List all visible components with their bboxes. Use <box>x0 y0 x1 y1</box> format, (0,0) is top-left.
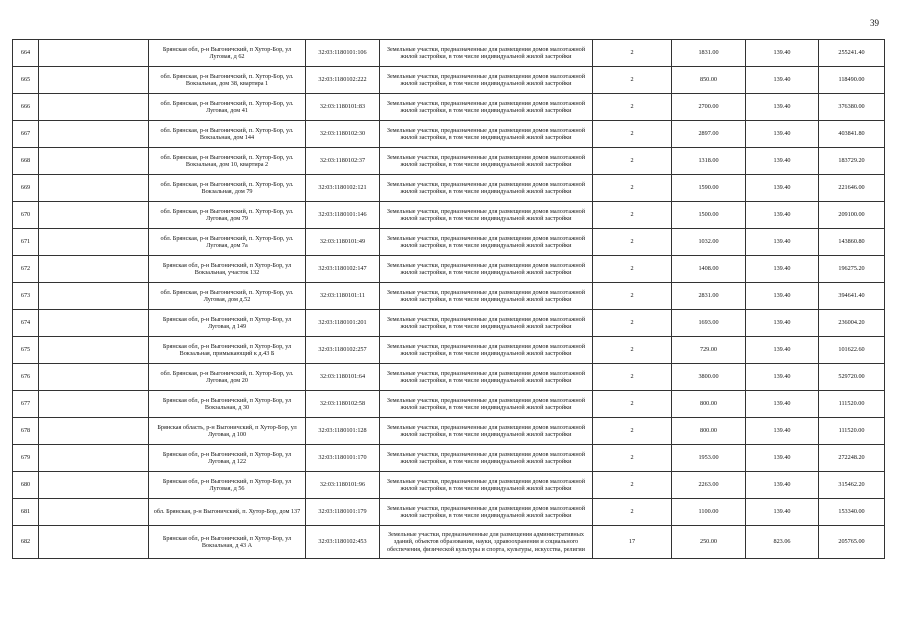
specific-value-cell: 139.40 <box>746 148 819 175</box>
group-cell: 2 <box>593 472 672 499</box>
area-cell: 1953.00 <box>672 445 746 472</box>
specific-value-cell: 139.40 <box>746 202 819 229</box>
group-cell: 2 <box>593 391 672 418</box>
table-row <box>13 67 885 94</box>
cadastral-value-cell: 236004.20 <box>819 310 885 337</box>
table-row <box>13 445 885 472</box>
specific-value-cell: 139.40 <box>746 499 819 526</box>
specific-value-cell: 139.40 <box>746 445 819 472</box>
cadastral-value-cell: 183729.20 <box>819 148 885 175</box>
group-cell: 2 <box>593 94 672 121</box>
area-cell: 2831.00 <box>672 283 746 310</box>
table-row <box>13 364 885 391</box>
cadastral-value-cell: 376380.00 <box>819 94 885 121</box>
group-cell: 2 <box>593 175 672 202</box>
cadastral-number-cell: 32:03:1180101:179 <box>306 499 380 526</box>
blank-cell <box>39 337 149 364</box>
row-number: 676 <box>13 364 39 391</box>
specific-value-cell: 139.40 <box>746 283 819 310</box>
address-cell: обл. Брянская, р-н Выгоничский, п. Хутор-Бор, ул. Вокзальная, дом 38, квартира 1 <box>149 67 306 94</box>
blank-cell <box>39 418 149 445</box>
cadastral-value-table <box>12 39 885 559</box>
specific-value-cell: 139.40 <box>746 256 819 283</box>
row-number: 682 <box>13 526 39 559</box>
table-row <box>13 40 885 67</box>
table-row <box>13 526 885 559</box>
address-cell: обл. Брянская, р-н Выгоничский, п. Хутор-Бор, дом 137 <box>149 499 306 526</box>
address-cell: обл. Брянская, р-н Выгоничский, п. Хутор-Бор, ул. Вокзальная, дом 79 <box>149 175 306 202</box>
address-cell: Брянская обл, р-н Выгоничский, п Хутор-Бор, ул Вокзальная, д 43 А <box>149 526 306 559</box>
group-cell: 17 <box>593 526 672 559</box>
land-use-cell: Земельные участки, предназначенные для размещения домов малоэтажной жилой застройки, в том числе индивидуальной жилой застройки <box>380 418 593 445</box>
land-use-cell: Земельные участки, предназначенные для размещения домов малоэтажной жилой застройки, в том числе индивидуальной жилой застройки <box>380 67 593 94</box>
address-cell: Брянская обл, р-н Выгоничский, п Хутор-Бор, ул Вокзальная, примыкающий к д.43 Б <box>149 337 306 364</box>
row-number: 674 <box>13 310 39 337</box>
cadastral-number-cell: 32:03:1180101:83 <box>306 94 380 121</box>
cadastral-number-cell: 32:03:1180102:453 <box>306 526 380 559</box>
area-cell: 2897.00 <box>672 121 746 148</box>
land-use-cell: Земельные участки, предназначенные для размещения домов малоэтажной жилой застройки, в том числе индивидуальной жилой застройки <box>380 40 593 67</box>
table-row <box>13 94 885 121</box>
table-row <box>13 499 885 526</box>
land-use-cell: Земельные участки, предназначенные для размещения домов малоэтажной жилой застройки, в том числе индивидуальной жилой застройки <box>380 337 593 364</box>
land-use-cell: Земельные участки, предназначенные для размещения домов малоэтажной жилой застройки, в том числе индивидуальной жилой застройки <box>380 472 593 499</box>
cadastral-value-cell: 111520.00 <box>819 418 885 445</box>
row-number: 667 <box>13 121 39 148</box>
specific-value-cell: 139.40 <box>746 418 819 445</box>
blank-cell <box>39 229 149 256</box>
cadastral-number-cell: 32:03:1180101:128 <box>306 418 380 445</box>
row-number: 669 <box>13 175 39 202</box>
area-cell: 1100.00 <box>672 499 746 526</box>
table-row <box>13 175 885 202</box>
area-cell: 800.00 <box>672 391 746 418</box>
cadastral-value-cell: 118490.00 <box>819 67 885 94</box>
group-cell: 2 <box>593 337 672 364</box>
area-cell: 2263.00 <box>672 472 746 499</box>
address-cell: Брянская обл, р-н Выгоничский, п Хутор-Бор, ул Вокзальная, участок 132 <box>149 256 306 283</box>
address-cell: Брянская обл, р-н Выгоничский, п Хутор-Бор, ул Луговая, д 122 <box>149 445 306 472</box>
row-number: 677 <box>13 391 39 418</box>
row-number: 681 <box>13 499 39 526</box>
blank-cell <box>39 148 149 175</box>
land-use-cell: Земельные участки, предназначенные для размещения домов малоэтажной жилой застройки, в том числе индивидуальной жилой застройки <box>380 310 593 337</box>
blank-cell <box>39 175 149 202</box>
row-number: 668 <box>13 148 39 175</box>
cadastral-value-cell: 221646.00 <box>819 175 885 202</box>
table-row <box>13 310 885 337</box>
page-number: 39 <box>870 18 879 28</box>
land-use-cell: Земельные участки, предназначенные для размещения административных зданий, объектов образования, науки, здравоохранения и социального обеспечения, физической культуры и спорта, культуры, искусства, религии <box>380 526 593 559</box>
land-use-cell: Земельные участки, предназначенные для размещения домов малоэтажной жилой застройки, в том числе индивидуальной жилой застройки <box>380 445 593 472</box>
land-use-cell: Земельные участки, предназначенные для размещения домов малоэтажной жилой застройки, в том числе индивидуальной жилой застройки <box>380 94 593 121</box>
row-number: 664 <box>13 40 39 67</box>
land-use-cell: Земельные участки, предназначенные для размещения домов малоэтажной жилой застройки, в том числе индивидуальной жилой застройки <box>380 202 593 229</box>
specific-value-cell: 139.40 <box>746 337 819 364</box>
land-use-cell: Земельные участки, предназначенные для размещения домов малоэтажной жилой застройки, в том числе индивидуальной жилой застройки <box>380 283 593 310</box>
cadastral-number-cell: 32:03:1180102:58 <box>306 391 380 418</box>
cadastral-value-cell: 196275.20 <box>819 256 885 283</box>
land-use-cell: Земельные участки, предназначенные для размещения домов малоэтажной жилой застройки, в том числе индивидуальной жилой застройки <box>380 175 593 202</box>
area-cell: 1318.00 <box>672 148 746 175</box>
cadastral-value-cell: 205765.00 <box>819 526 885 559</box>
group-cell: 2 <box>593 67 672 94</box>
address-cell: обл. Брянская, р-н Выгоничский, п. Хутор-Бор, ул. Луговая, дом 79 <box>149 202 306 229</box>
blank-cell <box>39 472 149 499</box>
specific-value-cell: 139.40 <box>746 94 819 121</box>
table-row <box>13 391 885 418</box>
specific-value-cell: 139.40 <box>746 364 819 391</box>
area-cell: 1693.00 <box>672 310 746 337</box>
row-number: 673 <box>13 283 39 310</box>
land-use-cell: Земельные участки, предназначенные для размещения домов малоэтажной жилой застройки, в том числе индивидуальной жилой застройки <box>380 364 593 391</box>
group-cell: 2 <box>593 283 672 310</box>
cadastral-number-cell: 32:03:1180102:222 <box>306 67 380 94</box>
group-cell: 2 <box>593 121 672 148</box>
table-row <box>13 418 885 445</box>
specific-value-cell: 139.40 <box>746 67 819 94</box>
area-cell: 850.00 <box>672 67 746 94</box>
cadastral-number-cell: 32:03:1180102:147 <box>306 256 380 283</box>
area-cell: 2700.00 <box>672 94 746 121</box>
area-cell: 3800.00 <box>672 364 746 391</box>
row-number: 666 <box>13 94 39 121</box>
area-cell: 1590.00 <box>672 175 746 202</box>
group-cell: 2 <box>593 256 672 283</box>
specific-value-cell: 823.06 <box>746 526 819 559</box>
address-cell: Брянская область, р-н Выгоничский, п Хутор-Бор, ул Луговая, д 100 <box>149 418 306 445</box>
table-row <box>13 256 885 283</box>
land-use-cell: Земельные участки, предназначенные для размещения домов малоэтажной жилой застройки, в том числе индивидуальной жилой застройки <box>380 121 593 148</box>
area-cell: 1408.00 <box>672 256 746 283</box>
cadastral-number-cell: 32:03:1180101:146 <box>306 202 380 229</box>
cadastral-value-cell: 209100.00 <box>819 202 885 229</box>
area-cell: 1500.00 <box>672 202 746 229</box>
blank-cell <box>39 445 149 472</box>
land-use-cell: Земельные участки, предназначенные для размещения домов малоэтажной жилой застройки, в том числе индивидуальной жилой застройки <box>380 148 593 175</box>
group-cell: 2 <box>593 445 672 472</box>
row-number: 665 <box>13 67 39 94</box>
area-cell: 729.00 <box>672 337 746 364</box>
row-number: 670 <box>13 202 39 229</box>
blank-cell <box>39 391 149 418</box>
cadastral-number-cell: 32:03:1180102:30 <box>306 121 380 148</box>
address-cell: обл. Брянская, р-н Выгоничский, п. Хутор-Бор, ул. Луговая, дом д.52 <box>149 283 306 310</box>
table-row <box>13 202 885 229</box>
blank-cell <box>39 202 149 229</box>
row-number: 672 <box>13 256 39 283</box>
row-number: 679 <box>13 445 39 472</box>
blank-cell <box>39 94 149 121</box>
specific-value-cell: 139.40 <box>746 391 819 418</box>
cadastral-value-cell: 529720.00 <box>819 364 885 391</box>
cadastral-value-cell: 111520.00 <box>819 391 885 418</box>
cadastral-value-cell: 153340.00 <box>819 499 885 526</box>
cadastral-value-cell: 394641.40 <box>819 283 885 310</box>
cadastral-number-cell: 32:03:1180101:96 <box>306 472 380 499</box>
cadastral-number-cell: 32:03:1180102:37 <box>306 148 380 175</box>
cadastral-number-cell: 32:03:1180102:257 <box>306 337 380 364</box>
table-row <box>13 229 885 256</box>
address-cell: обл. Брянская, р-н Выгоничский, п. Хутор-Бор, ул. Вокзальная, дом 144 <box>149 121 306 148</box>
row-number: 680 <box>13 472 39 499</box>
blank-cell <box>39 40 149 67</box>
area-cell: 250.00 <box>672 526 746 559</box>
cadastral-number-cell: 32:03:1180101:201 <box>306 310 380 337</box>
address-cell: Брянская обл, р-н Выгоничский, п Хутор-Бор, ул Луговая, д 149 <box>149 310 306 337</box>
table-row <box>13 121 885 148</box>
cadastral-number-cell: 32:03:1180101:170 <box>306 445 380 472</box>
cadastral-number-cell: 32:03:1180101:11 <box>306 283 380 310</box>
row-number: 675 <box>13 337 39 364</box>
group-cell: 2 <box>593 310 672 337</box>
table-row <box>13 148 885 175</box>
cadastral-value-cell: 255241.40 <box>819 40 885 67</box>
cadastral-value-cell: 403841.80 <box>819 121 885 148</box>
blank-cell <box>39 67 149 94</box>
area-cell: 1032.00 <box>672 229 746 256</box>
row-number: 678 <box>13 418 39 445</box>
land-use-cell: Земельные участки, предназначенные для размещения домов малоэтажной жилой застройки, в том числе индивидуальной жилой застройки <box>380 499 593 526</box>
group-cell: 2 <box>593 364 672 391</box>
specific-value-cell: 139.40 <box>746 175 819 202</box>
blank-cell <box>39 256 149 283</box>
area-cell: 800.00 <box>672 418 746 445</box>
group-cell: 2 <box>593 148 672 175</box>
row-number: 671 <box>13 229 39 256</box>
land-use-cell: Земельные участки, предназначенные для размещения домов малоэтажной жилой застройки, в том числе индивидуальной жилой застройки <box>380 256 593 283</box>
specific-value-cell: 139.40 <box>746 40 819 67</box>
cadastral-number-cell: 32:03:1180101:49 <box>306 229 380 256</box>
group-cell: 2 <box>593 202 672 229</box>
table-row <box>13 337 885 364</box>
blank-cell <box>39 283 149 310</box>
blank-cell <box>39 121 149 148</box>
address-cell: обл. Брянская, р-н Выгоничский, п. Хутор-Бор, ул. Луговая, дом 41 <box>149 94 306 121</box>
cadastral-number-cell: 32:03:1180101:106 <box>306 40 380 67</box>
address-cell: обл. Брянская, р-н Выгоничский, п. Хутор-Бор, ул. Луговая, дом 20 <box>149 364 306 391</box>
specific-value-cell: 139.40 <box>746 310 819 337</box>
table-body <box>13 40 885 559</box>
group-cell: 2 <box>593 418 672 445</box>
cadastral-number-cell: 32:03:1180102:121 <box>306 175 380 202</box>
blank-cell <box>39 310 149 337</box>
table-row <box>13 472 885 499</box>
cadastral-number-cell: 32:03:1180101:64 <box>306 364 380 391</box>
address-cell: обл. Брянская, р-н Выгоничский, п. Хутор-Бор, ул. Луговая, дом 7а <box>149 229 306 256</box>
specific-value-cell: 139.40 <box>746 472 819 499</box>
address-cell: Брянская обл, р-н Выгоничский, п Хутор-Бор, ул Луговая, д 56 <box>149 472 306 499</box>
cadastral-value-cell: 272248.20 <box>819 445 885 472</box>
land-use-cell: Земельные участки, предназначенные для размещения домов малоэтажной жилой застройки, в том числе индивидуальной жилой застройки <box>380 391 593 418</box>
cadastral-value-cell: 143860.80 <box>819 229 885 256</box>
table-row <box>13 283 885 310</box>
address-cell: Брянская обл, р-н Выгоничский, п Хутор-Бор, ул Вокзальная, д 30 <box>149 391 306 418</box>
address-cell: обл. Брянская, р-н Выгоничский, п. Хутор-Бор, ул. Вокзальная, дом 10, квартира 2 <box>149 148 306 175</box>
address-cell: Брянская обл, р-н Выгоничский, п Хутор-Бор, ул Луговая, д 62 <box>149 40 306 67</box>
group-cell: 2 <box>593 40 672 67</box>
cadastral-value-cell: 101622.60 <box>819 337 885 364</box>
area-cell: 1831.00 <box>672 40 746 67</box>
land-use-cell: Земельные участки, предназначенные для размещения домов малоэтажной жилой застройки, в том числе индивидуальной жилой застройки <box>380 229 593 256</box>
blank-cell <box>39 364 149 391</box>
blank-cell <box>39 499 149 526</box>
specific-value-cell: 139.40 <box>746 229 819 256</box>
cadastral-value-cell: 315462.20 <box>819 472 885 499</box>
group-cell: 2 <box>593 499 672 526</box>
group-cell: 2 <box>593 229 672 256</box>
specific-value-cell: 139.40 <box>746 121 819 148</box>
blank-cell <box>39 526 149 559</box>
